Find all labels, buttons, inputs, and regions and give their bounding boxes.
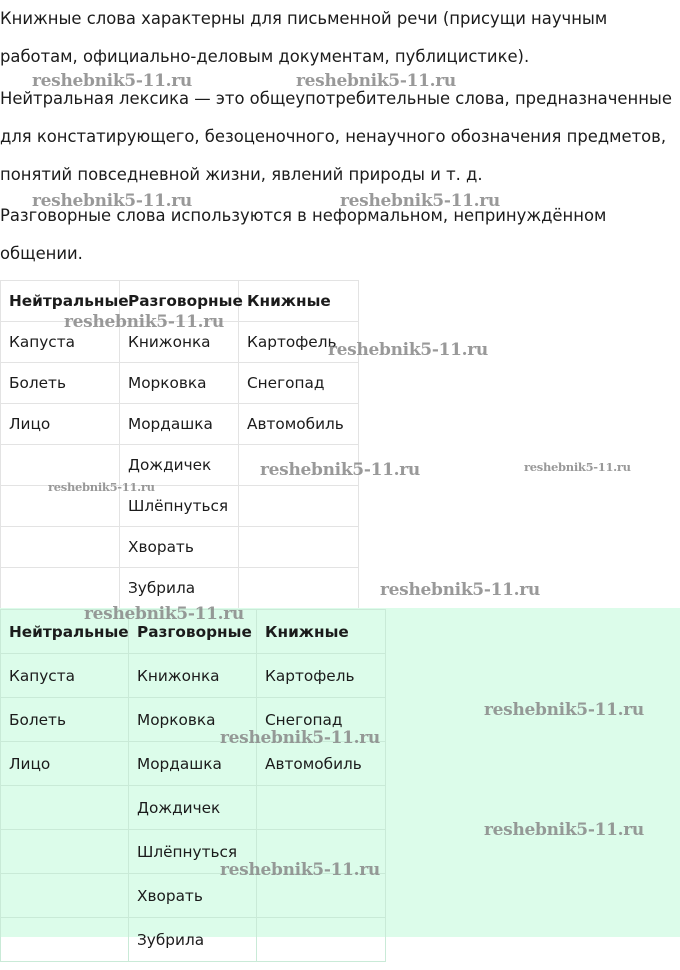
table-cell xyxy=(1,830,129,874)
table-cell: Болеть xyxy=(1,363,120,404)
table-cell: Дождичек xyxy=(120,445,239,486)
table-cell: Мордашка xyxy=(120,404,239,445)
watermark: reshebnik5-11.ru xyxy=(380,580,540,600)
watermark: reshebnik5-11.ru xyxy=(48,480,155,494)
table-cell: Дождичек xyxy=(129,786,257,830)
table-cell xyxy=(257,874,386,918)
table-cell xyxy=(239,568,359,609)
table-cell: Хворать xyxy=(129,874,257,918)
table-cell xyxy=(1,568,120,609)
table-cell: Шлёпнуться xyxy=(129,830,257,874)
paragraph-bookish-words: Книжные слова характерны для письменной речи (присущи научным работам, официально-деловым документам, публицистике). xyxy=(0,9,608,66)
highlighted-table-block xyxy=(0,608,680,949)
table-cell xyxy=(1,527,120,568)
watermark: reshebnik5-11.ru xyxy=(84,604,244,624)
table-cell: Книжонка xyxy=(129,654,257,698)
table-row xyxy=(1,874,386,918)
watermark: reshebnik5-11.ru xyxy=(340,191,500,211)
column-header-bookish: Книжные xyxy=(239,281,359,322)
table-row xyxy=(1,918,386,962)
table-cell: Картофель xyxy=(239,322,359,363)
column-header-neutral: Нейтральные xyxy=(1,281,120,322)
column-header-colloquial: Разговорные xyxy=(129,610,257,654)
table-row xyxy=(1,404,359,445)
table-row xyxy=(1,363,359,404)
table-cell: Зубрила xyxy=(120,568,239,609)
watermark: reshebnik5-11.ru xyxy=(220,860,380,880)
table-cell: Лицо xyxy=(1,742,129,786)
column-header-bookish: Книжные xyxy=(257,610,386,654)
table-cell: Автомобиль xyxy=(257,742,386,786)
table-cell: Автомобиль xyxy=(239,404,359,445)
watermark: reshebnik5-11.ru xyxy=(64,312,224,332)
watermark: reshebnik5-11.ru xyxy=(32,191,192,211)
watermark: reshebnik5-11.ru xyxy=(484,700,644,720)
table-cell xyxy=(239,486,359,527)
paragraph-neutral-vocabulary: Нейтральная лексика — это общеупотребительные слова, предназначенные для констатирующего, безоценочного, ненаучного обозначения предметов, понятий повседневной жизни, явлений природы и т. д. xyxy=(0,89,672,184)
watermark: reshebnik5-11.ru xyxy=(296,71,456,91)
table-cell: Книжонка xyxy=(120,322,239,363)
table-row xyxy=(1,568,359,609)
table-cell: Болеть xyxy=(1,698,129,742)
table-row xyxy=(1,786,386,830)
table-cell: Лицо xyxy=(1,404,120,445)
table-cell: Капуста xyxy=(1,654,129,698)
table-row xyxy=(1,654,386,698)
word-classification-table-highlighted xyxy=(0,609,386,962)
watermark: reshebnik5-11.ru xyxy=(524,460,631,474)
table-cell xyxy=(257,918,386,962)
table-cell: Зубрила xyxy=(129,918,257,962)
column-header-neutral: Нейтральные xyxy=(1,610,129,654)
watermark: reshebnik5-11.ru xyxy=(328,340,488,360)
table-cell xyxy=(1,786,129,830)
column-header-colloquial: Разговорные xyxy=(120,281,239,322)
table-row xyxy=(1,742,386,786)
table-cell: Мордашка xyxy=(129,742,257,786)
table-cell xyxy=(239,527,359,568)
table-cell: Хворать xyxy=(120,527,239,568)
table-cell: Морковка xyxy=(129,698,257,742)
table-row xyxy=(1,527,359,568)
table-cell: Шлёпнуться xyxy=(120,486,239,527)
table-cell: Снегопад xyxy=(239,363,359,404)
watermark: reshebnik5-11.ru xyxy=(220,728,380,748)
table-cell: Снегопад xyxy=(257,698,386,742)
watermark: reshebnik5-11.ru xyxy=(32,71,192,91)
table-cell: Морковка xyxy=(120,363,239,404)
watermark: reshebnik5-11.ru xyxy=(484,820,644,840)
watermark: reshebnik5-11.ru xyxy=(260,460,420,480)
table-cell xyxy=(257,786,386,830)
table-cell: Картофель xyxy=(257,654,386,698)
table-cell xyxy=(1,874,129,918)
table-cell: Капуста xyxy=(1,322,120,363)
paragraph-colloquial-words: Разговорные слова используются в неформальном, непринуждённом общении. xyxy=(0,206,607,263)
table-cell xyxy=(1,918,129,962)
